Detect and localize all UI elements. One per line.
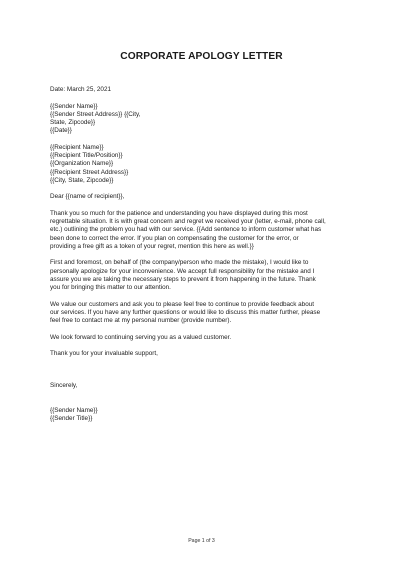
paragraph-feedback <box>50 301 362 326</box>
sender-line: {{Sender Name}} <box>50 102 98 110</box>
signature-line: {{Sender Name}} <box>50 407 98 414</box>
closing: Sincerely, <box>50 382 78 390</box>
signature-block <box>50 407 362 424</box>
paragraph-line: Thank you so much for the patience and understanding you have displayed during this most <box>50 209 308 217</box>
recipient-line: {{Recipient Street Address}} <box>50 168 129 176</box>
paragraph-line: assure you we are taking the necessary steps to prevent it from happening in the future. Thank <box>50 275 316 283</box>
recipient-line: {{Recipient Title/Position}} <box>50 152 123 159</box>
paragraph-apology <box>50 259 362 292</box>
salutation: Dear {{name of recipient}}, <box>50 193 125 201</box>
date-line: Date: March 25, 2021 <box>50 86 112 93</box>
paragraph-line: feel free to contact me at my personal number (provide number). <box>50 317 232 324</box>
recipient-line: {{Recipient Name}} <box>50 143 104 151</box>
sender-line: State, Zipcode}} <box>50 119 96 126</box>
document-title: CORPORATE APOLOGY LETTER <box>120 51 283 62</box>
paragraph-line: providing a free gift as a token of your regret, mention this here as well.}} <box>50 242 254 250</box>
paragraph-line: our services. If you have any further questions or would like to discuss this matter further, please <box>50 308 321 316</box>
paragraph-line: We value our customers and ask you to please feel free to continue to provide feedback about <box>50 300 315 308</box>
paragraph-line: etc.) outlining the problem you had with our service. {{Add sentence to inform customer what has <box>50 226 322 234</box>
paragraph-support: Thank you for your invaluable support, <box>50 350 158 357</box>
paragraph-line: regrettable situation. It is with great concern and regret we received your (letter, e-mail, phone call, <box>50 218 326 225</box>
recipient-address-block <box>50 144 362 185</box>
page-number: Page 1 of 3 <box>188 538 215 544</box>
paragraph-line: First and foremost, on behalf of (the company/person who made the mistake), I would like to <box>50 259 309 267</box>
recipient-line: {{Organization Name}} <box>50 160 114 168</box>
letter-body <box>50 86 362 424</box>
paragraph-forward: We look forward to continuing serving you as a valued customer. <box>50 333 232 341</box>
signature-line: {{Sender Title}} <box>50 415 93 423</box>
sender-line: {{Date}} <box>50 127 72 135</box>
paragraph-line: been done to correct the error. If you plan on compensating the customer for the error, or <box>50 234 299 242</box>
paragraph-line: personally apologize for your inconvenience. We accept full responsibility for the mistake and I <box>50 267 315 275</box>
paragraph-thanks <box>50 210 362 251</box>
recipient-line: {{City, State, Zipcode}} <box>50 176 114 184</box>
sender-address-block <box>50 103 362 136</box>
paragraph-line: you for bringing this matter to our attention. <box>50 284 171 291</box>
sender-line: {{Sender Street Address}} {{City, <box>50 110 141 118</box>
